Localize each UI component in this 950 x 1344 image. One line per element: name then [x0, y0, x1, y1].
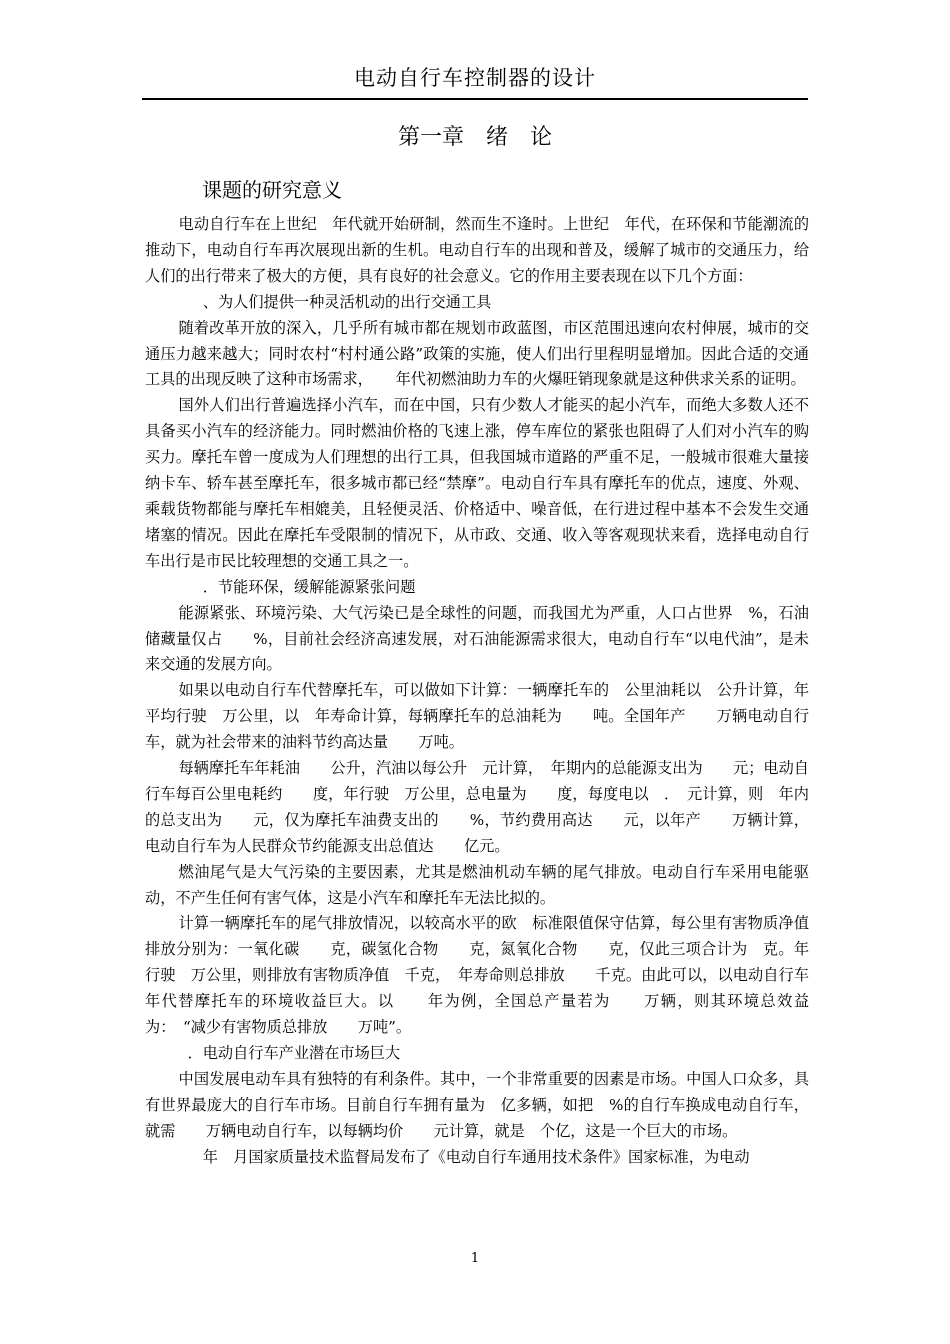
header-rule	[142, 98, 808, 100]
chapter-title: 第一章 绪 论	[397, 125, 552, 150]
paragraph: 燃油尾气是大气污染的主要因素，尤其是燃油机动车辆的尾气排放。电动自行车采用电能驱动，不产生任何有害气体，这是小汽车和摩托车无法比拟的。	[145, 862, 809, 907]
paragraph-intro: 电动自行车在上世纪 年代就开始研制，然而生不逢时。上世纪 年代，在环保和节能潮流的推动下，电动自行车再次展现出新的生机。电动自行车的出现和普及，缓解了城市的交通压力，给人们的出行带来了极大的方便，具有良好的社会意义。它的作用主要表现在以下几个方面：	[145, 215, 809, 285]
paragraph: 能源紧张、环境污染、大气污染已是全球性的问题，而我国尤为严重，人口占世界 %，石油储藏量仅占 %，目前社会经济高速发展，对石油能源需求很大，电动自行车“以电代油”，是未来交通的发展方向。	[145, 603, 809, 674]
subheading-market: ．电动自行车产业潜在市场巨大	[187, 1044, 401, 1062]
paragraph: 每辆摩托车年耗油 公升，汽油以每公升 元计算， 年期内的总能源支出为 元；电动自行车每百公里电耗约 度，年行驶 万公里，总电量为 度，每度电以 ． 元计算，则 年内的总支出为 元，仅为摩托车油费支出的 %，节约费用高达 元，以年产 万辆计算，电动自行车为人民群众节约能源支出总值达 亿元。	[145, 759, 809, 855]
paragraph: 随着改革开放的深入，几乎所有城市都在规划市政蓝图，市区范围迅速向农村伸展，城市的交通压力越来越大；同时农村“村村通公路”政策的实施，使人们出行里程明显增加。因此合适的交通工具的出现反映了这种市场需求， 年代初燃油助力车的火爆旺销现象就是这种供求关系的证明。	[145, 318, 809, 389]
paragraph: 中国发展电动车具有独特的有利条件。其中，一个非常重要的因素是市场。中国人口众多，具有世界最庞大的自行车市场。目前自行车拥有量为 亿多辆，如把 %的自行车换成电动自行车，就需 万辆电动自行车，以每辆均价 元计算，就是 个亿，这是一个巨大的市场。	[145, 1069, 809, 1140]
section-title: 课题的研究意义	[202, 178, 342, 202]
paragraph: 国外人们出行普遍选择小汽车，而在中国，只有少数人才能买的起小汽车，而绝大多数人还不具备买小汽车的经济能力。同时燃油价格的飞速上涨，停车库位的紧张也阻碍了人们对小汽车的购买力。摩托车曾一度成为人们理想的出行工具，但我国城市道路的严重不足，一般城市很难大量接纳卡车、轿车甚至摩托车，很多城市都已经“禁摩”。电动自行车具有摩托车的优点，速度、外观、乘载货物都能与摩托车相媲美，且轻便灵活、价格适中、噪音低，在行进过程中基本不会发生交通堵塞的情况。因此在摩托车受限制的情况下，从市政、交通、收入等客观现状来看，选择电动自行车出行是市民比较理想的交通工具之一。	[145, 396, 809, 570]
body-text	[145, 212, 809, 1171]
paragraph: 计算一辆摩托车的尾气排放情况，以较高水平的欧 标准限值保守估算，每公里有害物质净值排放分别为：一氧化碳 克，碳氢化合物 克，氮氧化合物 克，仅此三项合计为 克。年行驶 万公里，则排放有害物质净值 千克， 年寿命则总排放 千克。由此可以，以电动自行车年代替摩托车的环境收益巨大。以 年为例，全国总产量若为 万辆，则其环境总效益为： “减少有害物质总排放 万吨”。	[145, 914, 809, 1037]
paragraph: 年 月国家质量技术监督局发布了《电动自行车通用技术条件》国家标准，为电动	[202, 1147, 750, 1166]
paragraph: 如果以电动自行车代替摩托车，可以做如下计算：一辆摩托车的 公里油耗以 公升计算，年平均行驶 万公里，以 年寿命计算，每辆摩托车的总油耗为 吨。全国年产 万辆电动自行车，就为社会带来的油料节约高达量 万吨。	[145, 681, 809, 752]
page-number: 1	[470, 1251, 480, 1266]
page-header-title: 电动自行车控制器的设计	[354, 66, 596, 90]
subheading-energy: ．节能环保，缓解能源紧张问题	[202, 577, 416, 596]
subheading-transport: 、为人们提供一种灵活机动的出行交通工具	[202, 292, 492, 311]
